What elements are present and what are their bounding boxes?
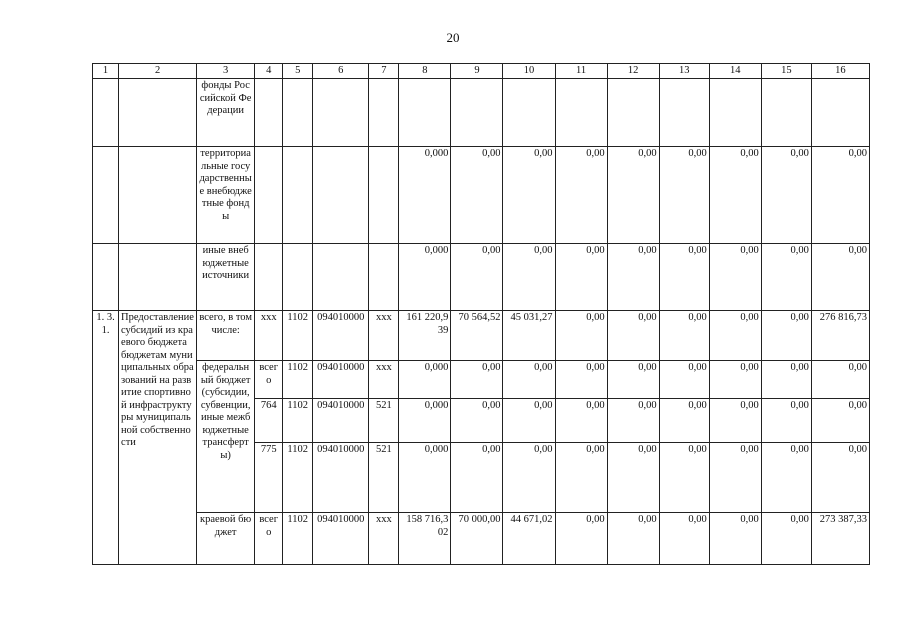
table-cell: [451, 79, 503, 147]
header-cell: 13: [659, 64, 709, 79]
table-cell: 0,00: [555, 244, 607, 311]
table-cell: 094010000: [313, 399, 369, 443]
table-row: [93, 79, 870, 147]
table-cell: 0,000: [399, 147, 451, 244]
table-cell: 0,00: [555, 311, 607, 361]
table-cell: xxx: [369, 513, 399, 565]
table-cell: [369, 244, 399, 311]
table-cell: 094010000: [313, 443, 369, 513]
table-cell: 0,00: [451, 361, 503, 399]
table-cell: 0,00: [709, 244, 761, 311]
table-cell: 0,00: [659, 361, 709, 399]
table-cell: 0,000: [399, 399, 451, 443]
header-cell: 15: [761, 64, 811, 79]
table-cell: 0,00: [451, 244, 503, 311]
table-cell: 0,00: [761, 311, 811, 361]
table-row: [93, 361, 870, 399]
table-cell: [283, 244, 313, 311]
table-cell: xxx: [369, 311, 399, 361]
table-cell: фонды Российской Федерации: [197, 79, 255, 147]
header-cell: 8: [399, 64, 451, 79]
table-cell: [255, 244, 283, 311]
table-cell: 0,00: [659, 244, 709, 311]
table-cell: [369, 79, 399, 147]
table-cell: 0,00: [811, 244, 869, 311]
table-cell: 0,00: [709, 399, 761, 443]
table-cell: 0,00: [451, 443, 503, 513]
table-cell: 0,00: [607, 311, 659, 361]
table-cell: 094010000: [313, 311, 369, 361]
table-cell: 0,00: [761, 443, 811, 513]
table-cell: 1102: [283, 399, 313, 443]
table-cell: 775: [255, 443, 283, 513]
table-cell: 0,00: [555, 443, 607, 513]
table-cell: [811, 79, 869, 147]
table-cell: [503, 79, 555, 147]
table-cell: 0,000: [399, 443, 451, 513]
table-cell: 0,00: [555, 361, 607, 399]
table-cell: 276 816,73: [811, 311, 869, 361]
table-cell: 0,00: [555, 513, 607, 565]
table-cell: 70 564,52: [451, 311, 503, 361]
table-cell: 0,00: [607, 443, 659, 513]
table-cell: [255, 147, 283, 244]
table-cell: [555, 79, 607, 147]
table-cell: [369, 147, 399, 244]
header-cell: 14: [709, 64, 761, 79]
table-cell: [659, 79, 709, 147]
table-cell: 0,00: [811, 443, 869, 513]
page-number: 20: [446, 30, 460, 45]
table-cell: 0,00: [761, 361, 811, 399]
table-cell: 1102: [283, 443, 313, 513]
header-cell: 1: [93, 64, 119, 79]
table-cell: 521: [369, 399, 399, 443]
table-cell: [119, 147, 197, 244]
table-cell: 161 220,939: [399, 311, 451, 361]
header-cell: 4: [255, 64, 283, 79]
table-cell: [399, 79, 451, 147]
table-cell: 0,00: [607, 244, 659, 311]
header-cell: 5: [283, 64, 313, 79]
table-cell: [119, 244, 197, 311]
table-cell: 0,000: [399, 361, 451, 399]
table-cell: 0,00: [503, 147, 555, 244]
table-cell: 0,00: [709, 147, 761, 244]
header-cell: 2: [119, 64, 197, 79]
header-row: [93, 64, 870, 79]
table-cell: иные внебюджетные источники: [197, 244, 255, 311]
table-cell: 0,00: [451, 399, 503, 443]
table-cell: всего, в том числе:: [197, 311, 255, 361]
table-cell: 158 716,302: [399, 513, 451, 565]
table-cell: 764: [255, 399, 283, 443]
table-cell: 70 000,00: [451, 513, 503, 565]
table-cell: 45 031,27: [503, 311, 555, 361]
table-row: [93, 244, 870, 311]
table-cell: 1102: [283, 513, 313, 565]
table-cell: 0,00: [761, 399, 811, 443]
table-cell: [313, 244, 369, 311]
table-cell: [607, 79, 659, 147]
table-cell: федеральный бюджет (субсидии, субвенции, иные межбюджетные трансферты): [197, 361, 255, 513]
table-cell: [119, 79, 197, 147]
table-cell: [93, 244, 119, 311]
table-cell: всего: [255, 513, 283, 565]
table-cell: 0,00: [503, 443, 555, 513]
table-cell: 0,00: [811, 147, 869, 244]
header-cell: 10: [503, 64, 555, 79]
table-cell: 0,00: [709, 443, 761, 513]
table-cell: 0,00: [761, 147, 811, 244]
header-cell: 9: [451, 64, 503, 79]
table-cell: [313, 79, 369, 147]
header-cell: 7: [369, 64, 399, 79]
table-cell: 1102: [283, 361, 313, 399]
header-cell: 16: [811, 64, 869, 79]
table-cell: xxx: [255, 311, 283, 361]
table-cell: 0,00: [659, 147, 709, 244]
header-cell: 12: [607, 64, 659, 79]
table-cell: 0,00: [607, 399, 659, 443]
table-cell: [93, 79, 119, 147]
table-row: [93, 147, 870, 244]
table-row: [93, 513, 870, 565]
header-cell: 11: [555, 64, 607, 79]
table-cell: 0,00: [659, 399, 709, 443]
table-cell: [93, 147, 119, 244]
table-cell: 44 671,02: [503, 513, 555, 565]
table-cell: 0,000: [399, 244, 451, 311]
item-number-cell: 1. 3. 1.: [93, 311, 119, 565]
table-cell: 0,00: [761, 244, 811, 311]
table-cell: 094010000: [313, 513, 369, 565]
table-cell: территориальные государственные внебюджетные фонды: [197, 147, 255, 244]
table-cell: краевой бюджет: [197, 513, 255, 565]
table-cell: 521: [369, 443, 399, 513]
table-cell: [761, 79, 811, 147]
header-cell: 3: [197, 64, 255, 79]
table-cell: [709, 79, 761, 147]
table-cell: [283, 79, 313, 147]
table-cell: 0,00: [607, 513, 659, 565]
table-cell: 0,00: [709, 361, 761, 399]
table-cell: 0,00: [659, 311, 709, 361]
table-cell: всего: [255, 361, 283, 399]
table-cell: [283, 147, 313, 244]
table-cell: 0,00: [811, 361, 869, 399]
table-cell: 0,00: [709, 513, 761, 565]
table-cell: 0,00: [709, 311, 761, 361]
table-cell: 0,00: [659, 513, 709, 565]
table-cell: 0,00: [555, 399, 607, 443]
table-row: [93, 311, 870, 361]
table-cell: 0,00: [503, 399, 555, 443]
table-cell: [313, 147, 369, 244]
table-cell: 1102: [283, 311, 313, 361]
budget-table: [92, 63, 870, 565]
table-cell: 0,00: [811, 399, 869, 443]
table-cell: 0,00: [659, 443, 709, 513]
table-cell: 0,00: [503, 361, 555, 399]
table-cell: 0,00: [503, 244, 555, 311]
table-cell: [255, 79, 283, 147]
table-cell: 273 387,33: [811, 513, 869, 565]
table-cell: xxx: [369, 361, 399, 399]
table-cell: 0,00: [761, 513, 811, 565]
table-cell: 0,00: [607, 361, 659, 399]
table-cell: 0,00: [607, 147, 659, 244]
item-description-cell: Предоставление субсидий из краевого бюджета бюджетам муниципальных образований на развитие спортивной инфраструктуры муниципальной собственности: [119, 311, 197, 565]
header-cell: 6: [313, 64, 369, 79]
table-cell: 0,00: [451, 147, 503, 244]
table-cell: 0,00: [555, 147, 607, 244]
table-cell: 094010000: [313, 361, 369, 399]
